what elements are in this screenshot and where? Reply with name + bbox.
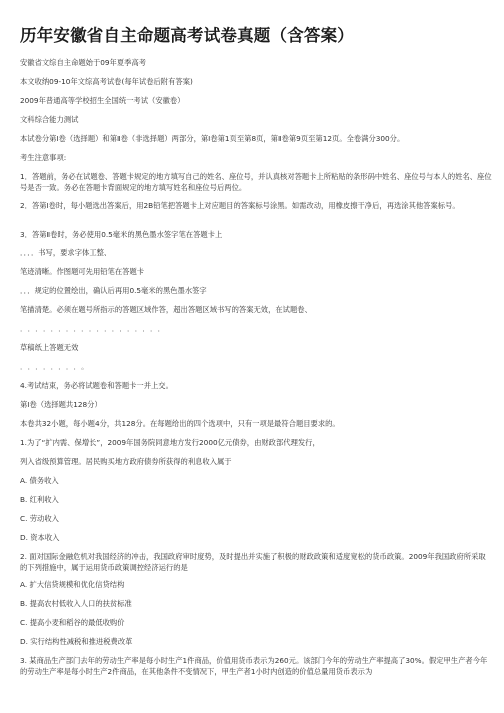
answer-option: B. 提高农村低收入人口的扶贫标准 (20, 599, 132, 608)
paragraph: 笔描清楚。必须在题号所指示的答题区域作答，超出答题区域书写的答案无效，在试题卷、 (20, 305, 312, 314)
emphasis-dots: ．．．．．．．．。 (20, 362, 93, 371)
paragraph: 本卷共32小题，每小题4分，共128分。在每题给出的四个选项中，只有一项是最符合题目要求的。 (20, 419, 340, 428)
answer-option: C. 提高小麦和稻谷的最低收购价 (20, 618, 125, 627)
paragraph: 文科综合能力测试 (20, 115, 79, 124)
answer-option: D. 资本收入 (20, 533, 60, 542)
section-heading: 第Ⅰ卷（选择题共128分） (20, 400, 102, 409)
paragraph: ．．．．书写，要求字体工整、 (20, 248, 112, 257)
question-text: 3. 某商品生产部门去年的劳动生产率是每小时生产1件商品，价值用货币表示为260元。该部门今年的劳动生产率提高了30%。假定甲生产者今年的劳动生产率是每小时生产2件商品，在其他条件不变情况下，甲生产者1小时内创造的价值总量用货币表示为 (20, 656, 488, 676)
answer-option: A. 债务收入 (20, 476, 59, 485)
paragraph: 草稿纸上答题无效 (20, 343, 79, 352)
answer-option: B. 红利收入 (20, 495, 59, 504)
emphasis-dots: ．．．．．．．．．．．．．．．．．．． (20, 324, 169, 333)
answer-option: C. 劳动收入 (20, 514, 59, 523)
paragraph: ．．．规定的位置绘出，确认后再用0.5毫米的黑色墨水签字 (20, 286, 207, 295)
question-text: 2. 面对国际金融危机对我国经济的冲击，我国政府审时度势，及时提出并实施了积极的财政政策和适度宽松的货币政策。2009年我国政府所采取的下列措施中，属于运用货币政策调控经济运行的是 (20, 552, 486, 572)
paragraph: 本试卷分第Ⅰ卷（选择题）和第Ⅱ卷（非选择题）两部分，第Ⅰ卷第1页至第8页，第Ⅱ卷第9页至第12页。全卷满分300分。 (20, 134, 405, 143)
paragraph: 考生注意事项: (20, 153, 67, 162)
paragraph: 本文收纳09-10年文综高考试卷(每年试卷后附有答案) (20, 77, 193, 86)
paragraph: 2．答第Ⅰ卷时，每小题选出答案后，用2B铅笔把答题卡上对应题目的答案标号涂黑。如需改动，用橡皮擦干净后，再选涂其他答案标号。 (20, 201, 460, 210)
paragraph: 安徽省文综自主命题始于09年夏季高考 (20, 58, 147, 67)
paragraph: 3．答第Ⅱ卷时，务必使用0.5毫米的黑色墨水签字笔在答题卡上 (20, 230, 223, 239)
paragraph: 4.考试结束，务必将试题卷和答题卡一并上交。 (20, 381, 173, 390)
question-text: 列入省级预算管理。居民购买地方政府债券所获得的利息收入属于 (20, 457, 232, 466)
paragraph: 1．答题前，务必在试题卷、答题卡规定的地方填写自己的姓名、座位号，并认真核对答题卡上所粘贴的条形码中姓名、座位号与本人的姓名、座位号是否一致。务必在答题卡背面规定的地方填写姓名和座位号后两位。 (20, 172, 492, 192)
paragraph: 笔迹清晰。作图题可先用铅笔在答题卡 (20, 267, 145, 276)
document-title: 历年安徽省自主命题高考试卷真题（含答案） (20, 26, 354, 45)
answer-option: A. 扩大信贷规模和优化信贷结构 (20, 580, 125, 589)
answer-option: D. 实行结构性减税和推进税费改革 (20, 637, 133, 646)
paragraph: 2009年普通高等学校招生全国统一考试（安徽卷） (20, 96, 185, 105)
question-text: 1.为了“扩内需、保增长”，2009年国务院同意地方发行2000亿元债券，由财政部代理发行， (20, 438, 320, 447)
